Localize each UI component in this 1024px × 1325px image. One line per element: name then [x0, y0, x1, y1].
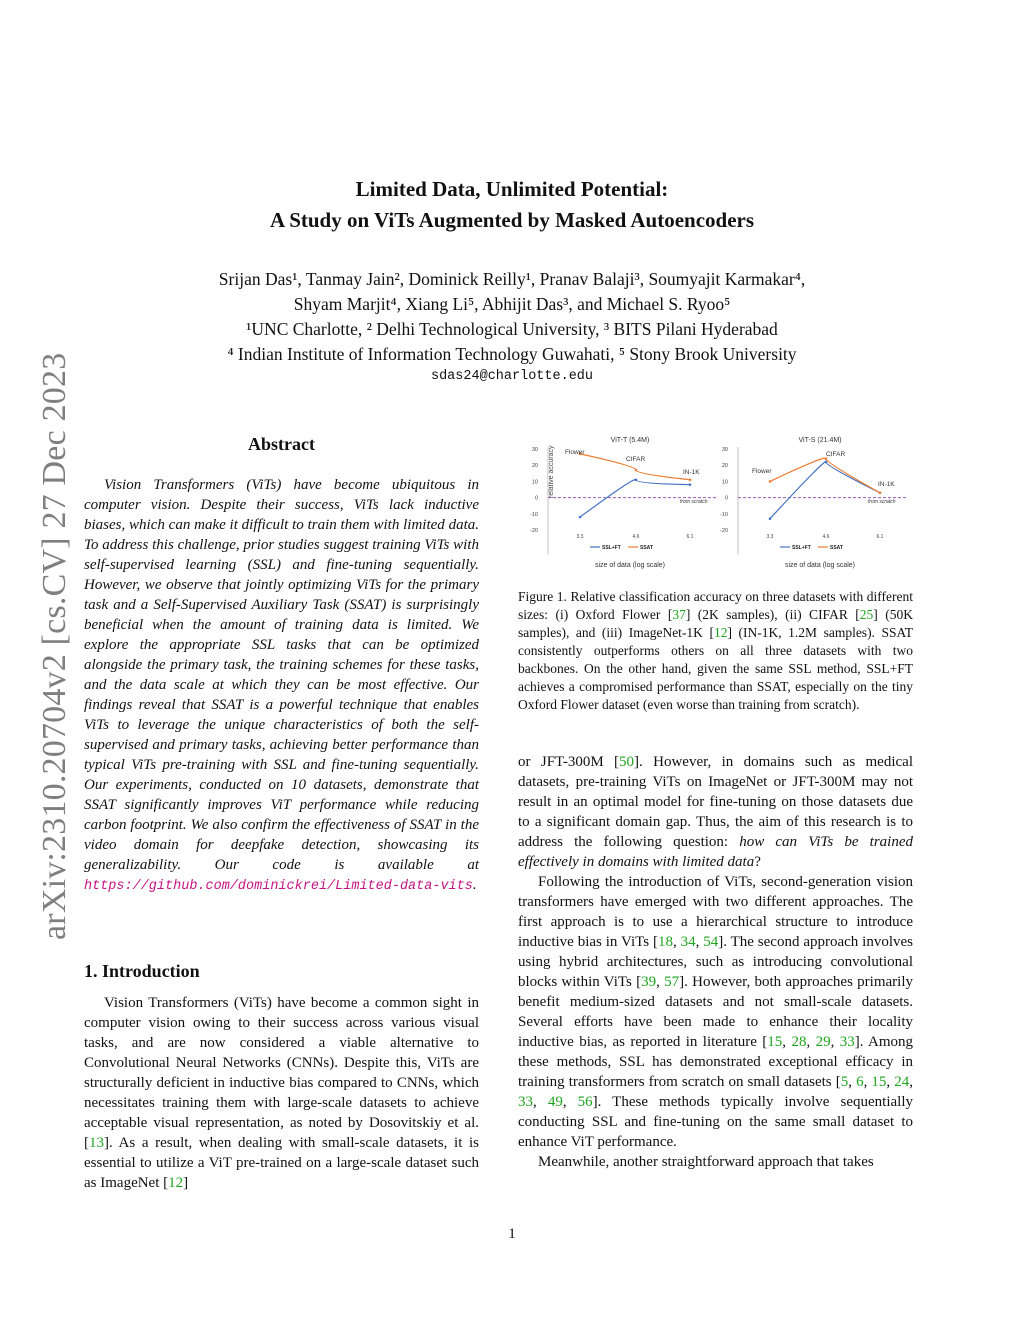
caption-text-4: ] (IN-1K, 1.2M samples). SSAT consistently outperforms others on all three datasets with two backbones. On the other hand, given the same SSL method, SSL+FT achieves a compromised performance than SSAT, especially on the tiny Oxford Flower dataset (even worse than training from scratch). [518, 625, 913, 712]
authors-line-2: Shyam Marjit⁴, Xiang Li⁵, Abhijit Das³, and Michael S. Ryoo⁵ [293, 294, 731, 314]
y-tick-label: 20 [721, 463, 728, 470]
data-point [825, 461, 828, 464]
data-point [689, 478, 692, 481]
annotation-label: IN-1K [878, 481, 895, 488]
arxiv-stamp [30, 352, 73, 940]
data-point [879, 491, 882, 494]
x-axis-label: size of data (log scale) [594, 562, 666, 569]
y-tick-label: 20 [531, 463, 538, 470]
citation-link[interactable]: 28 [791, 1034, 807, 1050]
abstract-end: . [472, 877, 477, 893]
citation-link[interactable]: 50 [619, 754, 635, 770]
x-tick-label: 6.1 [876, 534, 884, 540]
para3: Meanwhile, another straightforward approach that takes [538, 1154, 874, 1170]
annotation-label: from scratch [868, 499, 896, 505]
x-axis-label: size of data (log scale) [784, 562, 856, 569]
citation-link[interactable]: 12 [713, 625, 728, 640]
chart-title: ViT-S (21.4M) [798, 437, 842, 444]
para2-text-5: ]. These methods typically involve sequentially conducting SSL and fine-tuning on the same small dataset to enhance ViT performance. [518, 1094, 914, 1150]
legend-label-ssl-ft: SSL+FT [792, 545, 811, 551]
chart-vit-s [720, 437, 908, 569]
y-tick-label: 0 [534, 495, 538, 502]
caption-text-1: Figure 1. Relative classification accuracy on three datasets with different sizes: (i) Oxford Flower [ [518, 589, 913, 622]
citation-link[interactable]: 57 [664, 974, 680, 990]
data-point [635, 478, 638, 481]
data-point [769, 517, 772, 520]
annotation-label: from scratch [680, 499, 708, 505]
title-line-1: Limited Data, Unlimited Potential: [355, 177, 669, 201]
intro-heading: 1. Introduction [84, 961, 200, 981]
annotation-label: Flower [565, 449, 585, 456]
y-tick-label: -10 [720, 511, 728, 518]
legend-label-ssat: SSAT [640, 545, 653, 551]
annotation-label: IN-1K [683, 469, 700, 476]
para1-text-2: ]. However, in domains such as medical datasets, pre-training ViTs on ImageNet or JFT-300M may not result in an optimal model for fine-tuning on those datasets due to a significant domain gap. Thus, the aim of this research is to address the following question: [518, 754, 913, 850]
chart-title: ViT-T (5.4M) [610, 437, 650, 444]
series-line-ssl-ft [770, 462, 880, 519]
citation-link[interactable]: 56 [577, 1094, 593, 1110]
y-axis-label: relative accuracy [548, 445, 555, 498]
para1-end: ? [754, 854, 761, 870]
citation-link[interactable]: 24 [894, 1074, 910, 1090]
citation-link[interactable]: 6 [856, 1074, 864, 1090]
citation-link[interactable]: 33 [518, 1094, 533, 1110]
y-tick-label: 0 [724, 495, 728, 502]
citation-link[interactable]: 15 [871, 1074, 887, 1090]
annotation-label: Flower [752, 468, 772, 475]
y-tick-label: -20 [720, 528, 728, 534]
author-email: sdas24@charlotte.edu [430, 369, 594, 384]
figure-caption [518, 588, 913, 714]
citation-link[interactable]: 37 [672, 607, 686, 622]
figure-1 [518, 430, 913, 580]
para2-text-3: ]. However, both approaches primarily benefit medium-sized datasets and not small-scale datasets. Several efforts have been made to enhance their locality inductive bias, as reported in literature [ [518, 974, 913, 1050]
authors-line-1: Srijan Das¹, Tanmay Jain², Dominick Reilly¹, Pranav Balaji³, Soumyajit Karmakar⁴, [218, 269, 806, 289]
abstract-text: Vision Transformers (ViTs) have become ubiquitous in computer vision. Despite their success, ViTs lack inductive biases, which can make it difficult to train them with limited data. To address this challenge, prior studies suggest training ViTs with self-supervised learning (SSL) and fine-tuning sequentially. However, we observe that jointly optimizing ViTs for the primary task and a Self-Supervised Auxiliary Task (SSAT) is surprisingly beneficial when the amount of training data is limited. We explore the appropriate SSL tasks that can be optimized alongside the primary task, the training schemes for these tasks, and the data scale at which they can be most effective. Our findings reveal that SSAT is a powerful technique that enables ViTs to leverage the unique characteristics of both the self-supervised and primary tasks, achieving better performance than typical ViTs pre-training with SSL and fine-tuning sequentially. Our experiments, conducted on 10 datasets, demonstrate that SSAT significantly improves ViT performance while reducing carbon footprint. We also confirm the effectiveness of SSAT in the video domain for deepfake detection, showcasing its generalizability. Our code is available at [84, 477, 479, 873]
intro-body [84, 993, 479, 1193]
x-tick-label: 4.6 [632, 534, 640, 540]
x-tick-label: 3.3 [766, 534, 774, 540]
data-point [579, 516, 582, 519]
page-number: 1 [508, 1226, 516, 1242]
author-block [0, 267, 1024, 367]
series-line-ssat [770, 458, 880, 493]
intro-text-1: Vision Transformers (ViTs) have become a common sight in computer vision owing to their success across various visual tasks, and are now considered a viable alternative to Convolutional Neural Networks (CNNs). Despite this, ViTs are structurally deficient in inductive bias compared to CNNs, which necessitates training them with large-scale datasets to achieve acceptable visual representation, as noted by Dosovitskiy et al. [ [84, 995, 479, 1151]
arxiv-stamp-text: arXiv:2310.20704v2 [cs.CV] 27 Dec 2023 [36, 352, 73, 940]
data-point [689, 483, 692, 486]
citation-link[interactable]: 54 [703, 934, 719, 950]
abstract-heading: Abstract [248, 434, 315, 454]
affiliations-line-1: ¹UNC Charlotte, ² Delhi Technological University, ³ BITS Pilani Hyderabad [246, 319, 778, 339]
citation-link[interactable]: 12 [168, 1175, 184, 1191]
title-line-2: A Study on ViTs Augmented by Masked Autoencoders [269, 208, 755, 232]
para2-text-1: Following the introduction of ViTs, second-generation vision transformers have emerged with two different approaches. The first approach is to use a hierarchical structure to introduce inductive bias in ViTs [ [518, 874, 913, 950]
citation-link[interactable]: 49 [547, 1094, 563, 1110]
affiliations-line-2: ⁴ Indian Institute of Information Technology Guwahati, ⁵ Stony Brook University [227, 344, 797, 364]
annotation-label: CIFAR [826, 451, 846, 458]
citation-link[interactable]: 39 [641, 974, 657, 990]
x-tick-label: 6.1 [686, 534, 694, 540]
legend-label-ssat: SSAT [830, 545, 843, 551]
caption-text-3: ] (50K samples), and (iii) ImageNet-1K [ [518, 607, 914, 640]
paper-title [0, 174, 1024, 236]
y-tick-label: -20 [530, 528, 538, 534]
intro-text-2: ]. As a result, when dealing with small-scale datasets, it is essential to utilize a ViT pre-trained on a large-scale dataset such as ImageNet [ [84, 1135, 479, 1191]
citation-link[interactable]: 34 [680, 934, 696, 950]
caption-text-2: ] (2K samples), (ii) CIFAR [ [685, 607, 860, 622]
abstract-body [84, 475, 479, 897]
data-point [635, 469, 638, 472]
para2-text-2: ]. The second approach involves using hybrid architectures, such as introducing convolutional blocks within ViTs [ [518, 934, 914, 990]
citation-link[interactable]: 29 [815, 1034, 831, 1050]
citation-link[interactable]: 13 [89, 1135, 104, 1151]
right-column-body: or JFT-300M [50]. However, in domains such as medical datasets, pre-training ViTs on ImageNet or JFT-300M may not result in an optimal model for fine-tuning on those datasets due to a significant domain gap. Thus, the aim of this research is to address the following question: how can ViTs be trained effectively in domains with limited data? Following the introduction of ViTs, second-generation vision transformers have emerged with two different approaches. The first approach is to use a hierarchical structure to introduce inductive bias in ViTs [18, 34, 54]. The second approach involves using hybrid architectures, such as introducing convolutional blocks within ViTs [39, 57]. However, both approaches primarily benefit medium-sized datasets and not small-scale datasets. Several efforts have been made to enhance their locality inductive bias, as reported in literature [15, 28, 29, 33]. Among these methods, SSL has demonstrated exceptional efficacy in training transformers from scratch on small datasets [5, 6, 15, 24, 33, 49, 56]. These methods typically involve sequentially conducting SSL and fine-tuning on the same small dataset to enhance ViT performance. Meanwhile, another straightforward approach that takes [518, 754, 914, 1170]
para1-text-1: or JFT-300M [ [518, 754, 620, 770]
y-tick-label: 30 [721, 447, 728, 453]
y-tick-label: 10 [721, 479, 728, 486]
intro-text-3: ] [183, 1175, 189, 1191]
data-point [769, 480, 772, 483]
para2-text-4: ]. Among these methods, SSL has demonstrated exceptional efficacy in training transformers from scratch on small datasets [ [518, 1034, 914, 1090]
annotation-label: CIFAR [626, 456, 646, 463]
citation-link[interactable]: 18 [657, 934, 673, 950]
y-tick-label: -10 [530, 511, 538, 518]
code-link[interactable]: https://github.com/dominickrei/Limited-data-vits [84, 879, 473, 894]
legend-label-ssl-ft: SSL+FT [602, 545, 621, 551]
x-tick-label: 3.3 [576, 534, 584, 540]
citation-link[interactable]: 15 [767, 1034, 783, 1050]
citation-link[interactable]: 33 [839, 1034, 855, 1050]
citation-link[interactable]: 25 [859, 607, 874, 622]
research-question: how can ViTs be trained effectively in domains with limited data [518, 834, 913, 870]
series-line-ssl-ft [580, 479, 690, 517]
y-tick-label: 10 [531, 479, 538, 486]
chart-vit-t [530, 437, 718, 569]
x-tick-label: 4.6 [822, 534, 830, 540]
y-tick-label: 30 [531, 447, 538, 453]
citation-link[interactable]: 5 [840, 1074, 849, 1090]
